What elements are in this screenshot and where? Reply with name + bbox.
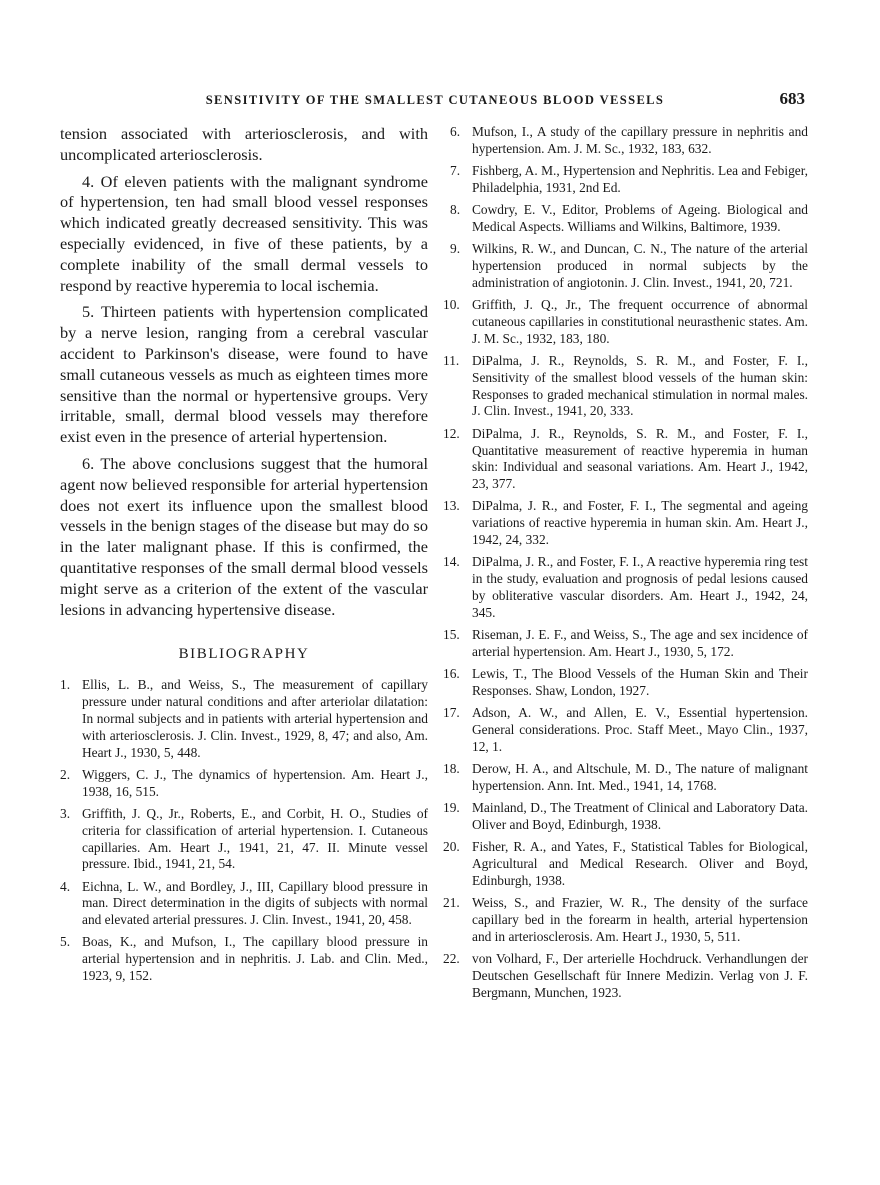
reference-text: Ellis, L. B., and Weiss, S., The measurement of capillary pressure under natural conditions and after arteriolar dilatation: In normal subjects and in patients with arterial hypertension and with arteriosclerosis. J. Clin. Invest., 1929, 8, 47; and also, Am. Heart J., 1930, 5, 448. xyxy=(82,677,428,760)
reference-item xyxy=(450,241,808,291)
reference-number: 8. xyxy=(450,202,461,218)
reference-item xyxy=(60,677,428,761)
reference-text: DiPalma, J. R., Reynolds, S. R. M., and Foster, F. I., Sensitivity of the smallest blood vessels of the human skin: Responses to graded mechanical stimulation in normal males. J. Clin. Invest., 1941, 20, 333. xyxy=(472,353,808,419)
reference-item xyxy=(450,124,808,158)
reference-number: 21. xyxy=(443,895,460,911)
reference-number: 12. xyxy=(443,425,460,441)
reference-item xyxy=(450,202,808,236)
reference-number: 11. xyxy=(443,353,460,369)
reference-item xyxy=(60,879,428,929)
reference-item xyxy=(443,554,808,621)
body-paragraph: tension associated with arteriosclerosis, and with uncomplicated arteriosclerosis. xyxy=(60,124,428,164)
reference-item xyxy=(450,163,808,197)
reference-number: 18. xyxy=(443,761,460,777)
reference-text: Fishberg, A. M., Hypertension and Nephritis. Lea and Febiger, Philadelphia, 1931, 2nd Ed. xyxy=(472,163,808,195)
reference-text: Weiss, S., and Frazier, W. R., The density of the surface capillary bed in the forearm in health, arterial hypertension and in arteriosclerosis. Am. Heart J., 1930, 5, 511. xyxy=(472,895,808,944)
reference-text: Griffith, J. Q., Jr., Roberts, E., and Corbit, H. O., Studies of criteria for classification of arterial hypertension. I. Cutaneous capillaries. Am. Heart J., 1941, 21, 47. II. Minute vessel pressure. Ibid., 1941, 21, 54. xyxy=(82,805,428,872)
reference-text: DiPalma, J. R., and Foster, F. I., A reactive hyperemia ring test in the study, evaluation and prognosis of pedal lesions caused by obliterative vascular disorders. Am. Heart J., 1942, 24, 345. xyxy=(472,554,808,620)
reference-item xyxy=(60,806,428,873)
reference-item xyxy=(443,297,808,347)
body-paragraph: 4. Of eleven patients with the malignant syndrome of hypertension, ten had small blood vessel responses which indicated greatly decreased sensitivity. This was especially evidenced, in five of these patients, by a complete inability of the small dermal vessels to respond by reactive hyperemia to local ischemia. xyxy=(60,171,428,295)
reference-number: 1. xyxy=(60,677,71,693)
reference-text: Eichna, L. W., and Bordley, J., III, Capillary blood pressure in man. Direct determination in the digits of subjects with normal and elevated arterial pressures. J. Clin. Invest., 1941, 20, 458. xyxy=(82,878,428,928)
reference-number: 16. xyxy=(443,666,460,682)
reference-item xyxy=(443,951,808,1001)
right-column xyxy=(443,124,808,1007)
reference-text: Lewis, T., The Blood Vessels of the Human Skin and Their Responses. Shaw, London, 1927. xyxy=(472,666,808,698)
reference-text: DiPalma, J. R., Reynolds, S. R. M., and Foster, F. I., Quantitative measurement of reactive hyperemia in human skin: Individual and seasonal variations. Am. Heart J., 1942, 23, 377. xyxy=(472,425,808,492)
reference-text: von Volhard, F., Der arterielle Hochdruck. Verhandlungen der Deutschen Gesellschaft für Innere Medizin. Verlag von J. F. Bergmann, Munchen, 1923. xyxy=(472,951,808,1000)
reference-item xyxy=(443,705,808,755)
body-paragraph: 5. Thirteen patients with hypertension complicated by a nerve lesion, ranging from a cerebral vascular accident to Parkinson's disease, were found to have small cutaneous vessels as much as eighteen times more sensitive than the normal or hypertensive groups. Very irritable, small, dermal blood vessels may therefore exist even in the presence of arterial hypertension. xyxy=(60,302,428,447)
reference-text: Adson, A. W., and Allen, E. V., Essential hypertension. General considerations. Proc. Staff Meet., Mayo Clin., 1937, 12, 1. xyxy=(472,705,808,754)
reference-item xyxy=(443,353,808,420)
reference-number: 20. xyxy=(443,839,460,855)
reference-text: Mainland, D., The Treatment of Clinical and Laboratory Data. Oliver and Boyd, Edinburgh, 1938. xyxy=(472,800,808,832)
reference-number: 14. xyxy=(443,554,460,570)
left-column xyxy=(60,124,428,990)
reference-item xyxy=(60,767,428,801)
reference-text: Fisher, R. A., and Yates, F., Statistical Tables for Biological, Agricultural and Medical Research. Oliver and Boyd, Edinburgh, 1938. xyxy=(472,839,808,888)
reference-text: Boas, K., and Mufson, I., The capillary blood pressure in arterial hypertension and in nephritis. J. Lab. and Clin. Med., 1923, 9, 152. xyxy=(82,934,428,984)
bibliography-heading: BIBLIOGRAPHY xyxy=(178,646,310,663)
reference-number: 13. xyxy=(443,498,460,514)
reference-number: 17. xyxy=(443,705,460,721)
reference-text: Griffith, J. Q., Jr., The frequent occurrence of abnormal cutaneous capillaries in constitutional neurasthenic states. Am. J. M. Sc., 1932, 183, 180. xyxy=(472,297,808,346)
reference-item xyxy=(60,934,428,984)
reference-text: Cowdry, E. V., Editor, Problems of Ageing. Biological and Medical Aspects. Williams and Wilkins, Baltimore, 1939. xyxy=(472,202,808,234)
reference-number: 19. xyxy=(443,800,460,816)
reference-text: Riseman, J. E. F., and Weiss, S., The age and sex incidence of arterial hypertension. Am. Heart J., 1930, 5, 172. xyxy=(472,627,808,659)
reference-item xyxy=(443,425,808,493)
reference-item xyxy=(443,800,808,834)
reference-number: 22. xyxy=(443,951,460,967)
reference-text: DiPalma, J. R., and Foster, F. I., The segmental and ageing variations of reactive hyperemia in human skin. Am. Heart J., 1942, 24, 332. xyxy=(472,498,808,548)
reference-text: Derow, H. A., and Altschule, M. D., The nature of malignant hypertension. Ann. Int. Med., 1941, 14, 1768. xyxy=(472,761,808,793)
reference-item xyxy=(443,839,808,889)
reference-number: 6. xyxy=(450,124,461,139)
reference-number: 4. xyxy=(60,878,71,894)
reference-number: 10. xyxy=(443,297,460,313)
reference-text: Wilkins, R. W., and Duncan, C. N., The nature of the arterial hypertension produced in normal subjects by the administration of angiotonin. J. Clin. Invest., 1941, 20, 721. xyxy=(472,241,808,290)
reference-number: 2. xyxy=(60,766,71,782)
reference-item xyxy=(443,627,808,661)
reference-number: 9. xyxy=(450,241,461,257)
reference-number: 5. xyxy=(60,934,71,950)
reference-number: 15. xyxy=(443,627,460,643)
reference-item xyxy=(443,666,808,700)
page-number: 683 xyxy=(779,89,805,108)
body-paragraph: 6. The above conclusions suggest that the humoral agent now believed responsible for arterial hypertension does not exert its influence upon the smallest blood vessels in the benign stages of the disease but may do so in the later malignant phase. If this is confirmed, the quantitative responses of the small dermal blood vessels might serve as a criterion of the extent of the vascular lesions in advancing hypertensive disease. xyxy=(60,453,428,619)
reference-text: Wiggers, C. J., The dynamics of hypertension. Am. Heart J., 1938, 16, 515. xyxy=(82,766,428,799)
reference-number: 3. xyxy=(60,805,71,821)
reference-item xyxy=(443,895,808,945)
reference-item xyxy=(443,498,808,548)
reference-number: 7. xyxy=(450,163,461,179)
running-head: SENSITIVITY OF THE SMALLEST CUTANEOUS BLOOD VESSELS xyxy=(205,93,665,107)
reference-item xyxy=(443,761,808,795)
reference-text: Mufson, I., A study of the capillary pressure in nephritis and hypertension. Am. J. M. Sc., 1932, 183, 632. xyxy=(472,124,808,156)
